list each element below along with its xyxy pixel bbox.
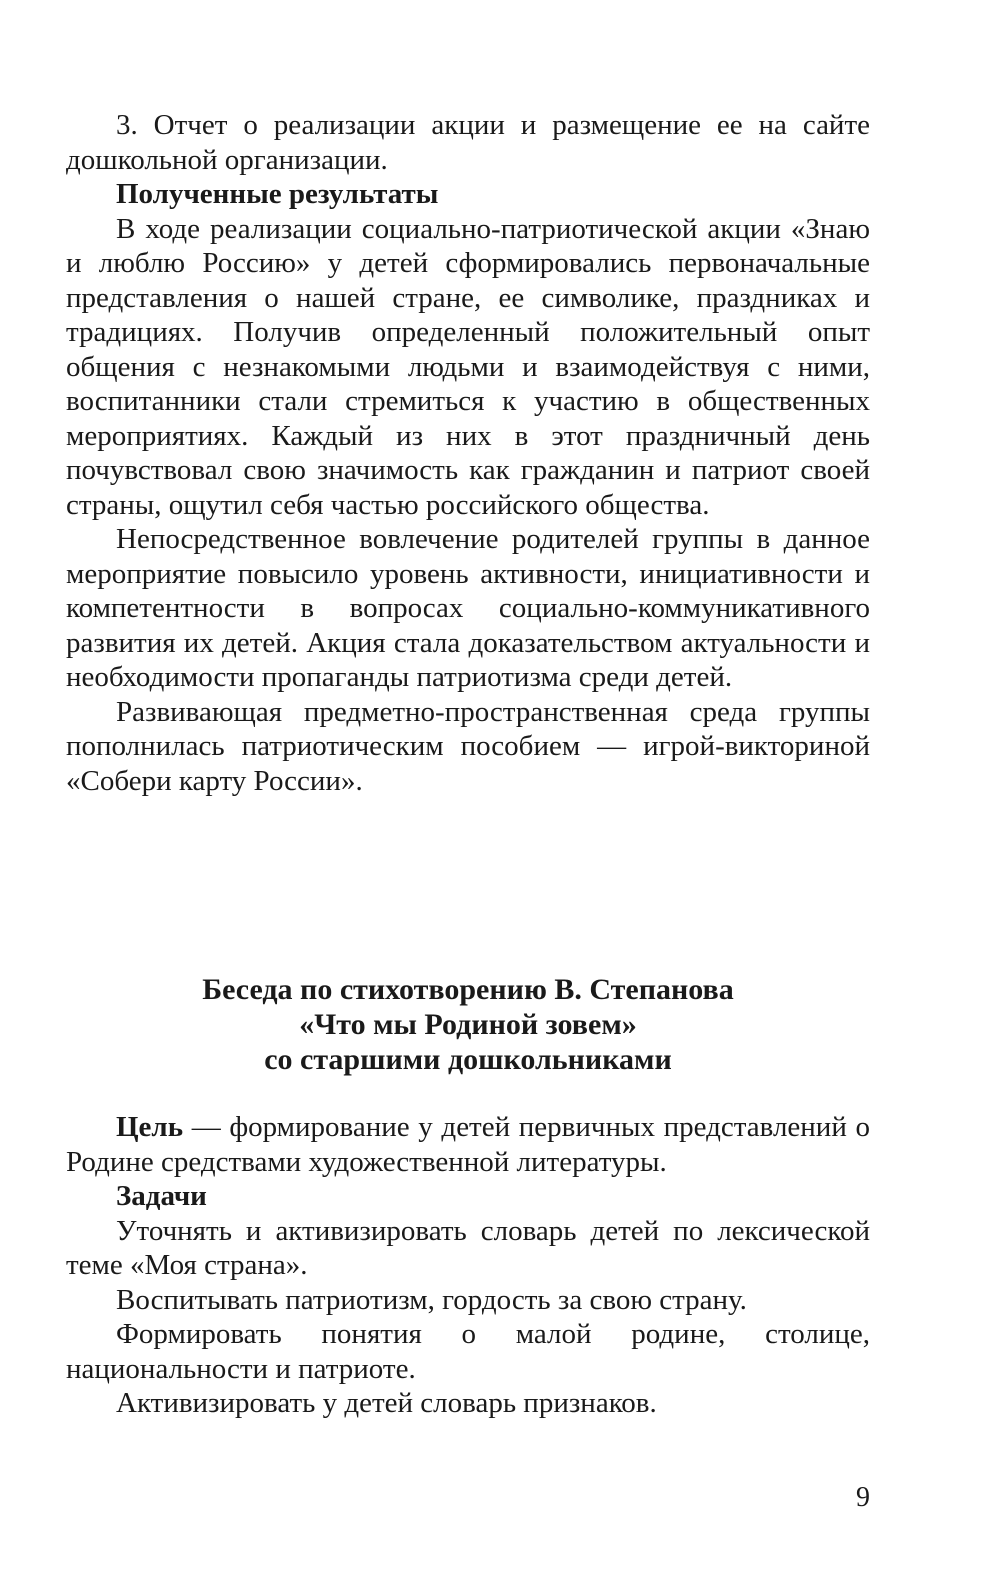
goal-text: — формирование у детей первичных представлений о Родине средствами художественной литературы.	[66, 1111, 870, 1178]
goal-paragraph	[66, 1110, 870, 1179]
task-1: Уточнять и активизировать словарь детей по лексической теме «Моя страна».	[66, 1214, 870, 1281]
section-title-line-1: Беседа по стихотворению В. Степанова	[202, 973, 734, 1006]
results-heading: Полученные результаты	[116, 178, 439, 210]
lesson-section	[66, 1110, 870, 1421]
section-title-line-2: «Что мы Родиной зовем»	[299, 1008, 637, 1041]
section-title-line-3: со старшими дошкольниками	[264, 1043, 672, 1076]
task-4: Активизировать у детей словарь признаков.	[116, 1387, 657, 1419]
report-paragraph: 3. Отчет о реализации акции и размещение ее на сайте дошкольной организации.	[66, 109, 870, 176]
results-paragraph-1: В ходе реализации социально-патриотической акции «Знаю и люблю Россию» у детей сформировались первоначальные представления о нашей стране, ее символике, праздниках и традициях. Получив определенный положительный опыт общения с незнакомыми людьми и взаимодействуя с ними, воспитанники стали стремиться к участию в общественных мероприятиях. Каждый из них в этот праздничный день почувствовал свою значимость как гражданин и патриот своей страны, ощутил себя частью российского общества.	[66, 212, 870, 521]
results-section	[66, 108, 870, 798]
results-paragraph-2: Непосредственное вовлечение родителей группы в данное мероприятие повысило уровень активности, инициативности и компетентности в вопросах социально-коммуникативного развития их детей. Акция стала доказательством актуальности и необходимости пропаганды патриотизма среди детей.	[66, 523, 870, 693]
results-paragraph-3: Развивающая предметно-пространственная среда группы пополнилась патриотическим пособием — игрой-викториной «Собери карту России».	[66, 695, 870, 797]
tasks-heading: Задачи	[116, 1180, 207, 1212]
task-3: Формировать понятия о малой родине, столице, национальности и патриоте.	[66, 1318, 870, 1385]
page-number: 9	[856, 1482, 870, 1513]
task-2: Воспитывать патриотизм, гордость за свою страну.	[116, 1283, 747, 1316]
goal-label: Цель	[116, 1111, 184, 1143]
section-title	[66, 972, 870, 1077]
